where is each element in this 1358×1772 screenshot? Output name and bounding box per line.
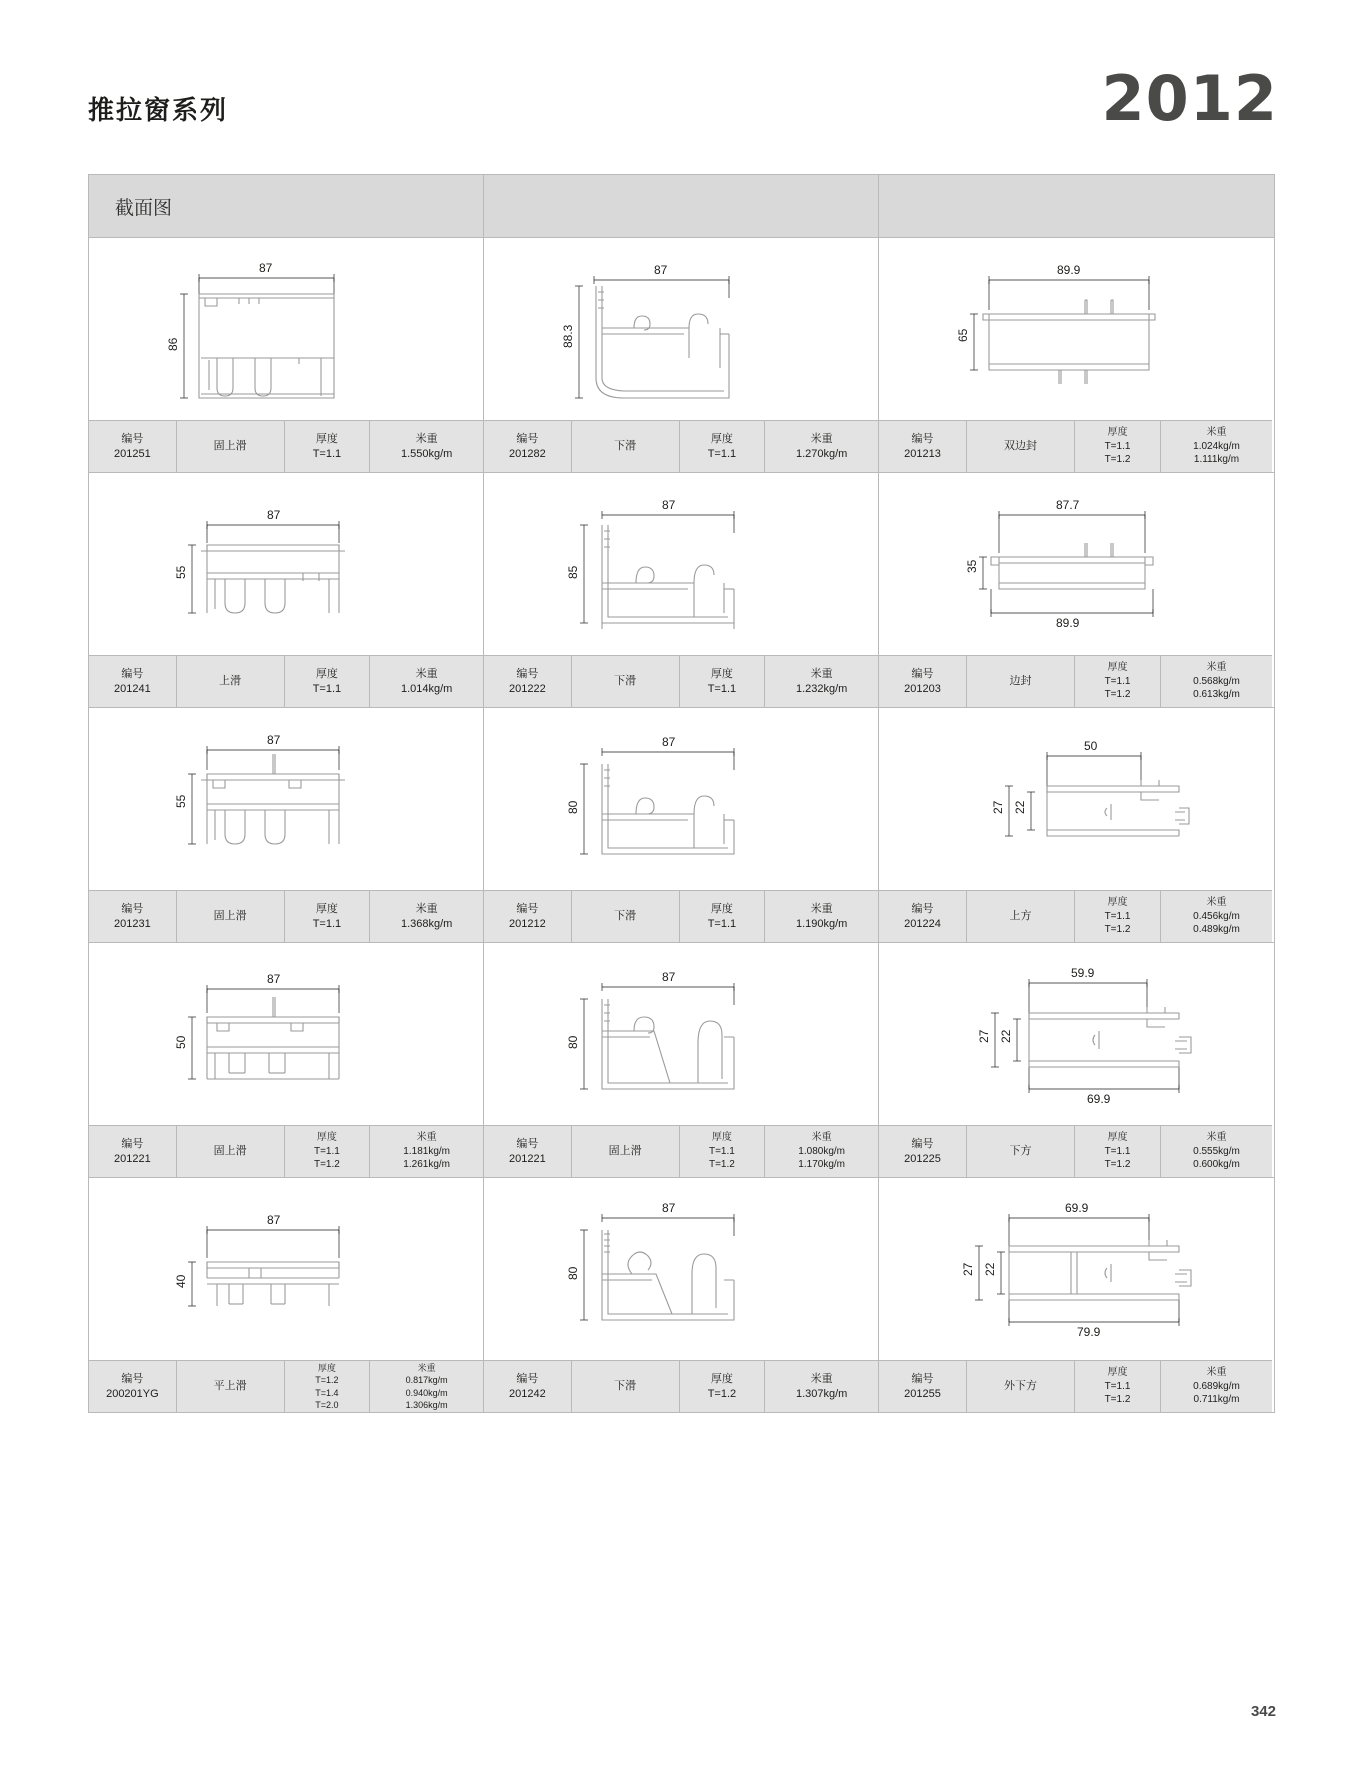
spec-code (879, 421, 967, 472)
spec-thickness-value: T=1.2 (315, 1375, 339, 1386)
spec-code-label: 编号 (911, 432, 934, 445)
spec-thickness (1075, 1126, 1161, 1177)
spec-weight-label: 米重 (415, 667, 438, 680)
spec-weight-label: 米重 (415, 902, 438, 915)
spec-thickness-value: T=1.1 (312, 917, 342, 930)
spec-code-value: 201221 (114, 1152, 151, 1165)
spec-thickness (1075, 656, 1161, 707)
profile-cell (89, 1178, 484, 1412)
spec-thickness (1075, 1361, 1161, 1412)
spec-code-value: 201282 (509, 447, 546, 460)
spec-thickness (680, 891, 766, 942)
dim-width: 87 (259, 261, 273, 275)
dim-height: 80 (566, 1266, 580, 1280)
spec-thickness-label: 厚度 (710, 667, 733, 680)
spec-name: 下滑 (572, 1361, 680, 1412)
spec-code-label: 编号 (121, 1372, 144, 1385)
spec-name: 边封 (967, 656, 1075, 707)
dim-height: 55 (174, 565, 188, 579)
dim-width: 87 (267, 1213, 281, 1227)
dim-width: 87 (662, 498, 676, 512)
spec-code-value: 201203 (904, 682, 941, 695)
spec-thickness-value: T=1.1 (1104, 1145, 1131, 1157)
spec-thickness-label: 厚度 (710, 1372, 733, 1385)
spec-thickness-value: T=1.1 (708, 1145, 735, 1157)
spec-code (484, 891, 572, 942)
spec-code-value: 201212 (509, 917, 546, 930)
profile-cell (879, 238, 1272, 472)
spec-name: 平上滑 (177, 1361, 285, 1412)
profile-cell (484, 473, 879, 707)
spec-thickness-label: 厚度 (315, 432, 338, 445)
spec-weight-value: 1.270kg/m (795, 447, 848, 460)
spec-code-label: 编号 (516, 432, 539, 445)
spec-weight (765, 421, 878, 472)
spec-thickness-value-2: T=1.2 (1104, 924, 1131, 936)
band-label: 截面图 (115, 197, 173, 219)
spec-code (89, 891, 177, 942)
profile-drawing (484, 238, 878, 420)
spec-name: 外下方 (967, 1361, 1075, 1412)
spec-weight (1161, 1126, 1272, 1177)
spec-code-value: 201222 (509, 682, 546, 695)
spec-weight-value-2: 0.613kg/m (1193, 689, 1240, 701)
spec-thickness-label: 厚度 (1107, 1132, 1128, 1144)
spec-weight (765, 1126, 878, 1177)
spec-thickness (1075, 421, 1161, 472)
profile-cell (89, 708, 484, 942)
spec-weight-value: 1.024kg/m (1193, 440, 1240, 452)
dim-height: 55 (174, 794, 188, 808)
spec-weight-value: 1.368kg/m (400, 917, 453, 930)
spec-name: 固上滑 (177, 1126, 285, 1177)
dim-width: 87 (267, 508, 281, 522)
spec-name: 下滑 (572, 891, 680, 942)
band-cell-2 (484, 175, 879, 237)
spec-weight (370, 421, 483, 472)
profile-cell (89, 473, 484, 707)
table-row (89, 708, 1274, 943)
dim-height: 35 (965, 559, 979, 573)
spec-strip (89, 1360, 483, 1412)
spec-code-label: 编号 (516, 1372, 539, 1385)
profile-cell (484, 708, 879, 942)
spec-strip (484, 1360, 878, 1412)
page-number: 342 (1250, 1703, 1276, 1720)
profile-cell (484, 943, 879, 1177)
spec-thickness-value-2: T=1.2 (1104, 1159, 1131, 1171)
spec-weight (1161, 656, 1272, 707)
spec-code-value: 201225 (904, 1152, 941, 1165)
profile-cell (879, 1178, 1272, 1412)
spec-code (484, 1361, 572, 1412)
spec-weight (1161, 891, 1272, 942)
spec-thickness-value-2: T=1.2 (1104, 689, 1131, 701)
dim-width: 50 (1084, 739, 1098, 753)
spec-weight-value: 1.232kg/m (795, 682, 848, 695)
dim-height: 27 (991, 800, 1005, 814)
dim-width: 87 (662, 970, 676, 984)
spec-thickness-value: T=1.2 (707, 1387, 737, 1400)
profile-cell (89, 238, 484, 472)
dim-width-2: 89.9 (1056, 616, 1080, 630)
spec-thickness-value: T=1.1 (1104, 1380, 1131, 1392)
spec-strip (879, 420, 1272, 472)
page-title: 推拉窗系列 (88, 95, 229, 125)
dim-width-2: 69.9 (1087, 1092, 1111, 1106)
spec-code-value: 200201YG (106, 1387, 159, 1400)
spec-code-label: 编号 (121, 1137, 144, 1150)
profile-drawing (484, 943, 878, 1125)
spec-weight-value-2: 0.711kg/m (1193, 1394, 1240, 1406)
spec-name: 固上滑 (177, 891, 285, 942)
spec-weight-value: 0.568kg/m (1193, 675, 1240, 687)
profile-drawing (484, 473, 878, 655)
spec-name: 固上滑 (572, 1126, 680, 1177)
table-row (89, 238, 1274, 473)
spec-weight-value: 0.817kg/m (405, 1375, 448, 1386)
spec-name: 上滑 (177, 656, 285, 707)
spec-strip (484, 655, 878, 707)
spec-code-value: 201255 (904, 1387, 941, 1400)
spec-thickness-value-2: T=1.2 (708, 1159, 735, 1171)
spec-thickness-value-2: T=1.2 (1104, 454, 1131, 466)
dim-height: 80 (566, 1035, 580, 1049)
profile-drawing (484, 1178, 878, 1360)
spec-weight (370, 656, 483, 707)
spec-thickness-label: 厚度 (315, 902, 338, 915)
spec-code-value: 201251 (114, 447, 151, 460)
profile-drawing (879, 943, 1272, 1125)
spec-weight-label: 米重 (810, 432, 833, 445)
spec-weight-label: 米重 (1206, 1132, 1227, 1144)
profile-drawing (89, 708, 483, 890)
profile-drawing (89, 238, 483, 420)
spec-code-label: 编号 (121, 902, 144, 915)
spec-weight-value: 1.190kg/m (795, 917, 848, 930)
spec-code-value: 201242 (509, 1387, 546, 1400)
spec-weight-value: 1.014kg/m (400, 682, 453, 695)
profile-cell (879, 473, 1272, 707)
spec-thickness-value-2: T=1.2 (1104, 1394, 1131, 1406)
page-header (88, 62, 1278, 138)
spec-thickness-label: 厚度 (710, 902, 733, 915)
spec-thickness-label: 厚度 (315, 667, 338, 680)
profile-cell (879, 943, 1272, 1177)
spec-weight-value: 0.689kg/m (1193, 1380, 1240, 1392)
spec-thickness-label: 厚度 (1107, 1367, 1128, 1379)
spec-thickness-label: 厚度 (1107, 897, 1128, 909)
spec-code-value: 201241 (114, 682, 151, 695)
spec-code-value: 201221 (509, 1152, 546, 1165)
table-row (89, 1178, 1274, 1412)
spec-code (89, 1361, 177, 1412)
spec-thickness-value-2: T=1.4 (315, 1387, 339, 1398)
spec-code-label: 编号 (516, 902, 539, 915)
spec-thickness-label: 厚度 (316, 1132, 337, 1144)
spec-thickness-label: 厚度 (317, 1363, 336, 1374)
spec-strip (879, 1125, 1272, 1177)
spec-code-value: 201213 (904, 447, 941, 460)
spec-thickness (285, 891, 371, 942)
spec-weight-label: 米重 (810, 1372, 833, 1385)
band-cell-3 (879, 175, 1272, 237)
dim-height: 86 (166, 337, 180, 351)
dim-height: 80 (566, 800, 580, 814)
spec-weight-label: 米重 (416, 1132, 437, 1144)
spec-code (484, 656, 572, 707)
spec-code (89, 421, 177, 472)
spec-weight (370, 891, 483, 942)
profile-drawing (89, 943, 483, 1125)
spec-thickness (680, 1126, 766, 1177)
spec-weight-value-2: 1.170kg/m (798, 1159, 845, 1171)
spec-strip (484, 420, 878, 472)
spec-strip (89, 1125, 483, 1177)
dim-height-2: 22 (983, 1262, 997, 1276)
spec-thickness-value: T=1.1 (707, 447, 737, 460)
spec-name: 下滑 (572, 656, 680, 707)
profile-cell (89, 943, 484, 1177)
table-row (89, 943, 1274, 1178)
spec-thickness-label: 厚度 (711, 1132, 732, 1144)
dim-height-2: 22 (999, 1029, 1013, 1043)
spec-code (89, 656, 177, 707)
profile-drawing (89, 1178, 483, 1360)
spec-code-label: 编号 (516, 667, 539, 680)
spec-code-label: 编号 (911, 1372, 934, 1385)
spec-thickness-value: T=1.1 (312, 682, 342, 695)
profile-cell (484, 238, 879, 472)
dim-width: 87 (662, 735, 676, 749)
profile-drawing (879, 238, 1272, 420)
spec-weight-label: 米重 (1206, 897, 1227, 909)
spec-code (879, 656, 967, 707)
spec-name: 下方 (967, 1126, 1075, 1177)
dim-width: 59.9 (1071, 966, 1095, 980)
spec-weight (765, 1361, 878, 1412)
spec-strip (89, 890, 483, 942)
spec-weight (765, 656, 878, 707)
spec-strip (484, 1125, 878, 1177)
dim-width: 87 (267, 972, 281, 986)
spec-weight-label: 米重 (1206, 662, 1227, 674)
spec-code-value: 201224 (904, 917, 941, 930)
profile-cell (879, 708, 1272, 942)
table-band (89, 175, 1274, 238)
spec-weight (370, 1126, 483, 1177)
spec-weight-value-2: 1.261kg/m (403, 1159, 450, 1171)
spec-code (879, 1126, 967, 1177)
spec-weight-label: 米重 (811, 1132, 832, 1144)
spec-weight-value: 0.555kg/m (1193, 1145, 1240, 1157)
profile-table (88, 174, 1275, 1413)
spec-weight-value: 1.181kg/m (403, 1145, 450, 1157)
spec-weight-label: 米重 (415, 432, 438, 445)
spec-thickness-value: T=1.1 (707, 917, 737, 930)
spec-strip (879, 1360, 1272, 1412)
spec-name: 双边封 (967, 421, 1075, 472)
profile-drawing (484, 708, 878, 890)
band-label-cell (89, 175, 484, 237)
spec-thickness-value-3: T=2.0 (315, 1399, 339, 1410)
spec-weight (1161, 421, 1272, 472)
spec-thickness-label: 厚度 (1107, 427, 1128, 439)
spec-name: 固上滑 (177, 421, 285, 472)
dim-width-2: 79.9 (1077, 1325, 1101, 1339)
spec-strip (89, 655, 483, 707)
spec-code-label: 编号 (911, 902, 934, 915)
dim-width: 87.7 (1056, 498, 1080, 512)
spec-thickness (680, 656, 766, 707)
profile-drawing (879, 708, 1272, 890)
spec-code (484, 421, 572, 472)
spec-weight-value: 1.550kg/m (400, 447, 453, 460)
dim-width: 89.9 (1057, 263, 1081, 277)
spec-name: 下滑 (572, 421, 680, 472)
spec-weight-value: 1.080kg/m (798, 1145, 845, 1157)
spec-weight-value-2: 0.940kg/m (405, 1387, 448, 1398)
profile-drawing (879, 473, 1272, 655)
spec-strip (89, 420, 483, 472)
spec-thickness-value-2: T=1.2 (313, 1159, 340, 1171)
spec-weight-value: 1.307kg/m (795, 1387, 848, 1400)
profile-drawing (879, 1178, 1272, 1360)
spec-thickness (285, 1126, 371, 1177)
dim-height: 50 (174, 1035, 188, 1049)
spec-thickness-value: T=1.1 (313, 1145, 340, 1157)
spec-weight-label: 米重 (1206, 427, 1227, 439)
spec-strip (879, 890, 1272, 942)
year-label: 2012 (1101, 62, 1278, 135)
spec-code (484, 1126, 572, 1177)
spec-code-label: 编号 (911, 667, 934, 680)
dim-height: 27 (977, 1029, 991, 1043)
spec-thickness-value: T=1.1 (312, 447, 342, 460)
spec-thickness (680, 421, 766, 472)
spec-weight (1161, 1361, 1272, 1412)
spec-code-label: 编号 (121, 667, 144, 680)
spec-thickness-value: T=1.1 (1104, 675, 1131, 687)
spec-weight-value-2: 1.111kg/m (1193, 454, 1240, 466)
spec-weight-label: 米重 (810, 667, 833, 680)
spec-weight-label: 米重 (810, 902, 833, 915)
spec-thickness (680, 1361, 766, 1412)
spec-weight (765, 891, 878, 942)
spec-thickness (285, 421, 371, 472)
spec-code-label: 编号 (121, 432, 144, 445)
dim-height: 88.3 (561, 324, 575, 348)
dim-height: 40 (174, 1274, 188, 1288)
spec-thickness (1075, 891, 1161, 942)
spec-thickness-value: T=1.1 (707, 682, 737, 695)
spec-code (89, 1126, 177, 1177)
spec-strip (484, 890, 878, 942)
spec-weight-label: 米重 (1206, 1367, 1227, 1379)
spec-weight-value-2: 0.489kg/m (1193, 924, 1240, 936)
spec-thickness-label: 厚度 (710, 432, 733, 445)
spec-code (879, 1361, 967, 1412)
profile-drawing (89, 473, 483, 655)
spec-weight-label: 米重 (417, 1363, 436, 1374)
spec-code (879, 891, 967, 942)
spec-code-value: 201231 (114, 917, 151, 930)
spec-thickness (285, 1361, 371, 1412)
spec-thickness (285, 656, 371, 707)
profile-cell (484, 1178, 879, 1412)
spec-weight-value-2: 0.600kg/m (1193, 1159, 1240, 1171)
dim-height-2: 22 (1013, 800, 1027, 814)
spec-weight (370, 1361, 483, 1412)
dim-height: 85 (566, 565, 580, 579)
spec-weight-value: 0.456kg/m (1193, 910, 1240, 922)
dim-width: 69.9 (1065, 1201, 1089, 1215)
dim-height: 27 (961, 1262, 975, 1276)
spec-weight-value-3: 1.306kg/m (405, 1399, 448, 1410)
dim-width: 87 (267, 733, 281, 747)
spec-thickness-value: T=1.1 (1104, 440, 1131, 452)
spec-code-label: 编号 (911, 1137, 934, 1150)
spec-name: 上方 (967, 891, 1075, 942)
spec-strip (879, 655, 1272, 707)
spec-thickness-label: 厚度 (1107, 662, 1128, 674)
dim-width: 87 (662, 1201, 676, 1215)
dim-width: 87 (654, 263, 668, 277)
spec-code-label: 编号 (516, 1137, 539, 1150)
dim-height: 65 (956, 328, 970, 342)
spec-thickness-value: T=1.1 (1104, 910, 1131, 922)
table-row (89, 473, 1274, 708)
